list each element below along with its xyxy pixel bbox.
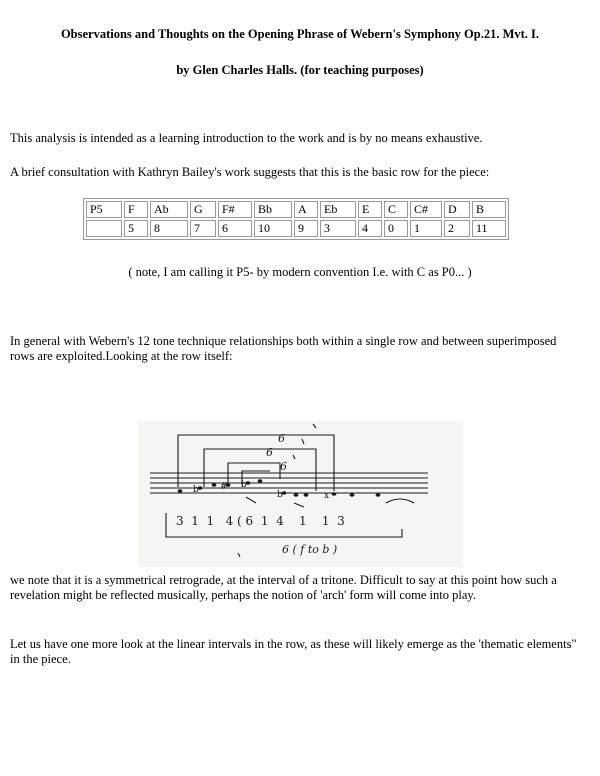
intro-paragraph: This analysis is intended as a learning introduction to the work and is by no means exhaustive.	[10, 131, 483, 145]
table-cell: G	[190, 201, 216, 218]
table-cell	[86, 220, 122, 237]
interval-sequence: 3 1 1 4 ( 6 1 4 1 1 3	[176, 514, 345, 528]
table-cell: C#	[410, 201, 442, 218]
row-numbers	[86, 220, 506, 237]
retrograde-paragraph: we note that it is a symmetrical retrograde, at the interval of a tritone. Difficult to say at this point how such a revelation might be reflected musically, perhaps the notion of 'arch' form will come into play.	[10, 573, 557, 602]
document-title: Observations and Thoughts on the Opening Phrase of Webern's Symphony Op.21. Mvt. I.	[60, 27, 540, 41]
table-cell: 9	[294, 220, 318, 237]
convention-note: ( note, I am calling it P5- by modern convention I.e. with C as P0... )	[128, 265, 472, 279]
table-cell: 8	[150, 220, 188, 237]
table-cell: Bb	[254, 201, 292, 218]
svg-text:b: b	[241, 480, 247, 490]
table-cell: C	[384, 201, 408, 218]
music-staff	[150, 473, 428, 493]
table-cell: E	[358, 201, 382, 218]
table-cell: 1	[410, 220, 442, 237]
table-cell: 6	[218, 220, 252, 237]
table-cell: 2	[444, 220, 470, 237]
linear-paragraph: Let us have one more look at the linear intervals in the row, as these will likely emerge as the 'thematic elements" in the piece.	[10, 637, 577, 666]
row-sketch-figure	[138, 421, 463, 567]
table-cell: Ab	[150, 201, 188, 218]
slur-mark	[386, 499, 414, 503]
bracket-label: 6	[278, 432, 285, 445]
svg-text:#: #	[220, 482, 228, 492]
table-cell: 11	[472, 220, 506, 237]
bailey-paragraph: A brief consultation with Kathryn Bailey's work suggests that this is the basic row for the piece:	[10, 165, 490, 179]
bracket-label: 6	[266, 446, 273, 459]
svg-text:x: x	[324, 491, 330, 501]
bracket-label: 6	[280, 460, 287, 473]
table-cell: D	[444, 201, 470, 218]
basic-row-table	[83, 198, 509, 240]
table-cell: Eb	[320, 201, 356, 218]
table-cell: 3	[320, 220, 356, 237]
table-cell: 7	[190, 220, 216, 237]
row-sketch-svg	[138, 421, 463, 567]
table-cell: F#	[218, 201, 252, 218]
tritone-label: 6 ( f to b )	[282, 543, 338, 556]
table-cell: P5	[86, 201, 122, 218]
author-line: by Glen Charles Halls. (for teaching purposes)	[176, 63, 424, 77]
tick-mark	[302, 439, 304, 444]
tick-mark	[293, 455, 295, 459]
general-paragraph: In general with Webern's 12 tone technique relationships both within a single row and between superimposed rows are exploited.Looking at the row itself:	[10, 334, 557, 363]
table-cell: 5	[124, 220, 148, 237]
table-cell: 4	[358, 220, 382, 237]
table-cell: B	[472, 201, 506, 218]
svg-text:b: b	[193, 485, 199, 495]
table-cell: 0	[384, 220, 408, 237]
tail-mark	[246, 497, 256, 503]
table-cell: A	[294, 201, 318, 218]
table-cell: F	[124, 201, 148, 218]
svg-text:b: b	[277, 490, 283, 500]
tail-mark	[294, 503, 304, 507]
tick-mark	[313, 424, 316, 428]
table-cell: 10	[254, 220, 292, 237]
row-notes	[86, 201, 506, 218]
tick-mark	[238, 553, 240, 557]
